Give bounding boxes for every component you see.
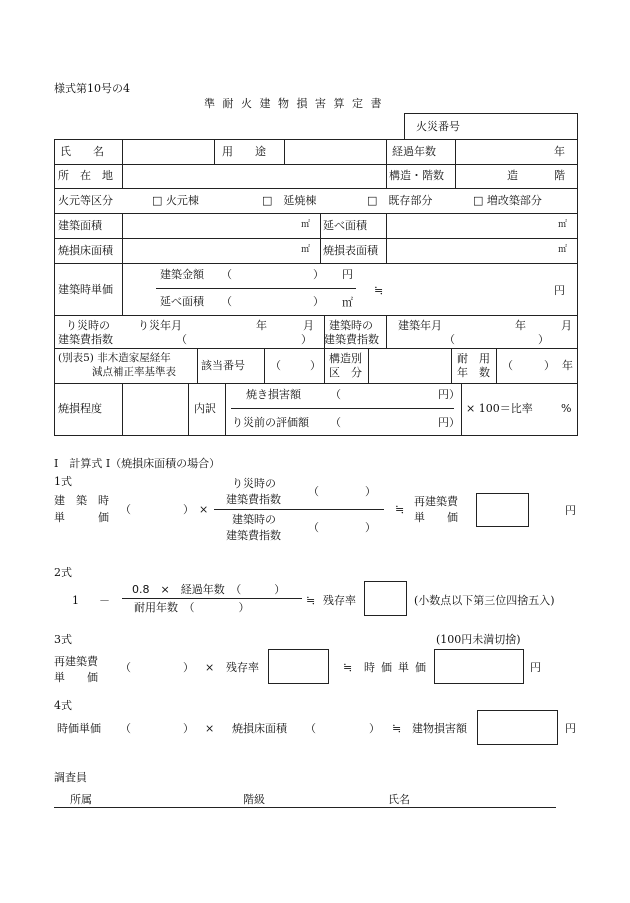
table5-label-1: (別表5) 非木造家屋経年: [58, 352, 171, 364]
applicable-paren-close: ）: [310, 359, 321, 372]
formula1-num-line1: り災時の: [232, 477, 276, 490]
fire-index-label-1: り災時の: [66, 319, 110, 332]
build-index-label-1: 建築時の: [329, 319, 373, 332]
grid-line: [54, 383, 578, 384]
formula4-result: 建物損害額: [412, 722, 467, 735]
total-floor-area-label: 延べ面積: [323, 219, 367, 232]
grid-line: [386, 315, 387, 348]
grid-line: [197, 348, 198, 383]
formula3-label: 3式: [54, 633, 72, 646]
grid-line: [496, 348, 497, 383]
grid-line: [54, 188, 578, 189]
build-index-paren-close: ）: [538, 333, 549, 346]
formula1-left-paren-open: （: [120, 503, 131, 516]
formula4-paren-close: ）: [183, 722, 194, 735]
formula3-note: (100円未満切捨): [436, 633, 521, 646]
unit-price-result-unit: 円: [554, 284, 565, 297]
build-index-label-2: 建築費指数: [324, 333, 379, 346]
formula1-times: ×: [199, 503, 209, 516]
burn-damage-unit: 円）: [438, 388, 460, 401]
floor-area-paren-open: （: [221, 295, 232, 308]
formula1-den-line1: 建築時の: [232, 513, 276, 526]
formula3-paren-open: （: [120, 661, 131, 674]
grid-line: [122, 383, 123, 435]
construction-cost-paren-close: ）: [313, 268, 324, 281]
fire-number-label: 火災番号: [416, 120, 460, 133]
useful-life-unit: 年: [562, 359, 573, 372]
affiliation-label: 所属: [70, 793, 92, 806]
grid-line: [122, 213, 123, 315]
grid-line: [54, 263, 578, 264]
grid-line: [284, 139, 285, 164]
formula3-result: 時価単価: [364, 661, 432, 674]
structure-class-label-1: 構造別: [329, 352, 362, 365]
market-unit-price-box[interactable]: [434, 649, 524, 684]
unit-price-label: 建築時単価: [58, 283, 113, 296]
fire-year-unit: 年: [256, 319, 267, 332]
grid-line: [404, 113, 405, 139]
grid-line: [386, 139, 387, 189]
option-spread[interactable]: □ 延焼棟: [262, 194, 317, 207]
elapsed-years-label: 経過年数: [392, 145, 436, 158]
formula1-den-paren-open: （: [308, 521, 319, 534]
structure-unit: 造: [507, 169, 518, 182]
burned-surface-area-label: 焼損表面積: [323, 244, 378, 257]
building-area-label: 建築面積: [58, 219, 102, 232]
useful-life-paren-open: （: [502, 359, 513, 372]
fraction-line: [122, 598, 302, 599]
residual-rate-input-box[interactable]: [268, 649, 329, 684]
formula1-num-line2: 建築費指数: [226, 493, 281, 506]
formula4-left: 時価単価: [57, 722, 101, 735]
construction-cost-paren-open: （: [221, 268, 232, 281]
grid-line: [54, 238, 578, 239]
section-title: I 計算式 I（焼損床面積の場合）: [54, 457, 221, 470]
breakdown-label: 内訳: [194, 402, 216, 415]
grid-line: [386, 213, 387, 263]
burn-damage-paren-open: （: [330, 388, 341, 401]
grid-line: [54, 348, 578, 349]
build-year-unit: 年: [515, 319, 526, 332]
formula1-approx: ≒: [395, 503, 405, 516]
formula2-denominator: 耐用年数 （ ）: [134, 601, 250, 614]
burned-floor-area-label: 焼損床面積: [58, 244, 113, 257]
formula4-paren-open: （: [120, 722, 131, 735]
applicable-paren-open: （: [270, 359, 281, 372]
formula4-approx: ≒: [392, 722, 402, 735]
formula2-label: 2式: [54, 566, 72, 579]
formula3-times: ×: [205, 661, 215, 674]
floor-area-label: 延べ面積: [160, 295, 204, 308]
construction-cost-label: 建築金額: [160, 268, 204, 281]
grid-line: [122, 139, 123, 189]
formula1-left-line1: 建 築 時: [54, 494, 109, 507]
formula4-unit: 円: [565, 722, 576, 735]
address-label: 所 在 地: [58, 169, 113, 182]
build-month-unit: 月: [561, 319, 572, 332]
rebuild-unit-price-box[interactable]: [476, 493, 529, 527]
useful-life-label-1: 耐 用: [457, 352, 490, 365]
pre-fire-value-unit: 円）: [438, 416, 460, 429]
formula3-left-line1: 再建築費: [54, 655, 98, 668]
applicable-number-label: 該当番号: [201, 359, 245, 372]
structure-floors-label: 構造・階数: [389, 169, 444, 182]
option-fire-origin[interactable]: □ 火元棟: [152, 194, 199, 207]
formula2-approx: ≒: [306, 594, 316, 607]
grid-line: [225, 383, 226, 435]
percent-unit: %: [561, 402, 572, 415]
fire-index-paren-close: ）: [301, 333, 312, 346]
table5-label-2: 減点補正率基準表: [92, 366, 176, 378]
formula3-approx: ≒: [343, 661, 353, 674]
grid-line: [54, 164, 578, 165]
investigator-label: 調査員: [54, 771, 87, 784]
fire-index-paren-open: （: [176, 333, 187, 346]
formula1-left-line2: 単 価: [54, 511, 109, 524]
formula1-den-line2: 建築費指数: [226, 529, 281, 542]
page-title: 準 耐 火 建 物 損 害 算 定 書: [204, 97, 384, 110]
fraction-line: [231, 408, 454, 409]
floors-unit: 階: [554, 169, 565, 182]
formula1-label: 1式: [54, 475, 72, 488]
grid-line: [54, 315, 578, 316]
formula4-label: 4式: [54, 699, 72, 712]
burned-floor-area-unit: ㎡: [301, 245, 311, 255]
pre-fire-value-paren-open: （: [330, 416, 341, 429]
useful-life-paren-close: ）: [544, 359, 555, 372]
grid-line: [320, 213, 321, 263]
build-year-month-label: 建築年月: [398, 319, 442, 332]
burn-damage-label: 焼き損害額: [246, 388, 301, 401]
grid-line: [455, 139, 456, 189]
formula1-result-line1: 再建築費: [414, 495, 458, 508]
grid-line: [451, 348, 452, 383]
formula2-minus: －: [99, 594, 110, 607]
grid-line: [577, 113, 578, 435]
formula1-result-line2: 単 価: [414, 511, 458, 524]
signature-line: [54, 807, 556, 808]
residual-rate-box[interactable]: [364, 581, 407, 616]
building-area-unit: ㎡: [301, 220, 311, 230]
formula3-unit: 円: [530, 661, 541, 674]
grid-line: [324, 348, 325, 383]
construction-cost-unit: 円: [342, 268, 353, 281]
approx-sign: ≒: [374, 284, 384, 297]
pre-fire-value-label: り災前の評価額: [232, 416, 309, 429]
formula1-num-paren-close: ）: [365, 485, 376, 498]
formula2-note: (小数点以下第三位四捨五入): [414, 594, 555, 607]
grid-line: [404, 113, 578, 114]
grid-line: [54, 435, 578, 436]
formula4-paren-close-2: ）: [369, 722, 380, 735]
useful-life-label-2: 年 数: [457, 366, 490, 379]
floor-area-paren-close: ）: [313, 295, 324, 308]
fraction-line: [156, 288, 356, 289]
fire-month-unit: 月: [303, 319, 314, 332]
formula2-numerator: 0.8 × 経過年数 （ ）: [132, 583, 286, 596]
formula1-num-paren-open: （: [308, 485, 319, 498]
name-label: 氏 名: [60, 145, 104, 158]
rank-label: 階級: [243, 793, 265, 806]
grid-line: [264, 348, 265, 383]
formula4-times: ×: [205, 722, 215, 735]
fraction-line: [214, 509, 384, 510]
grid-line: [214, 139, 215, 164]
formula4-paren-open-2: （: [305, 722, 316, 735]
use-label: 用 途: [222, 145, 266, 158]
grid-line: [461, 383, 462, 435]
formula4-floor-area: 焼損床面積: [232, 722, 287, 735]
option-existing[interactable]: □ 既存部分: [367, 194, 433, 207]
grid-line: [54, 139, 578, 140]
formula2-one: 1: [72, 594, 79, 607]
burned-surface-area-unit: ㎡: [558, 245, 568, 255]
fire-category-label: 火元等区分: [58, 194, 113, 207]
fire-index-label-2: 建築費指数: [58, 333, 113, 346]
formula1-den-paren-close: ）: [365, 521, 376, 534]
option-extension[interactable]: □ 増改築部分: [473, 194, 542, 207]
structure-class-label-2: 区 分: [329, 366, 362, 379]
ratio-label: × 100＝比率: [466, 402, 533, 415]
formula3-paren-close: ）: [183, 661, 194, 674]
grid-line: [54, 139, 55, 435]
fire-year-month-label: り災年月: [138, 319, 182, 332]
form-id: 様式第10号の4: [54, 82, 130, 95]
total-floor-area-unit: ㎡: [558, 220, 568, 230]
building-damage-box[interactable]: [477, 710, 558, 745]
grid-line: [54, 213, 578, 214]
formula1-unit: 円: [565, 504, 576, 517]
formula2-result: 残存率: [323, 594, 356, 607]
damage-degree-label: 焼損程度: [58, 402, 102, 415]
build-index-paren-open: （: [444, 333, 455, 346]
formula3-left-line2: 単 価: [54, 671, 98, 684]
floor-area-unit: ㎡: [342, 296, 353, 309]
elapsed-years-unit: 年: [554, 145, 565, 158]
investigator-name-label: 氏名: [388, 793, 410, 806]
grid-line: [368, 348, 369, 383]
formula1-left-paren-close: ）: [183, 503, 194, 516]
grid-line: [188, 383, 189, 435]
formula3-residual: 残存率: [226, 661, 259, 674]
